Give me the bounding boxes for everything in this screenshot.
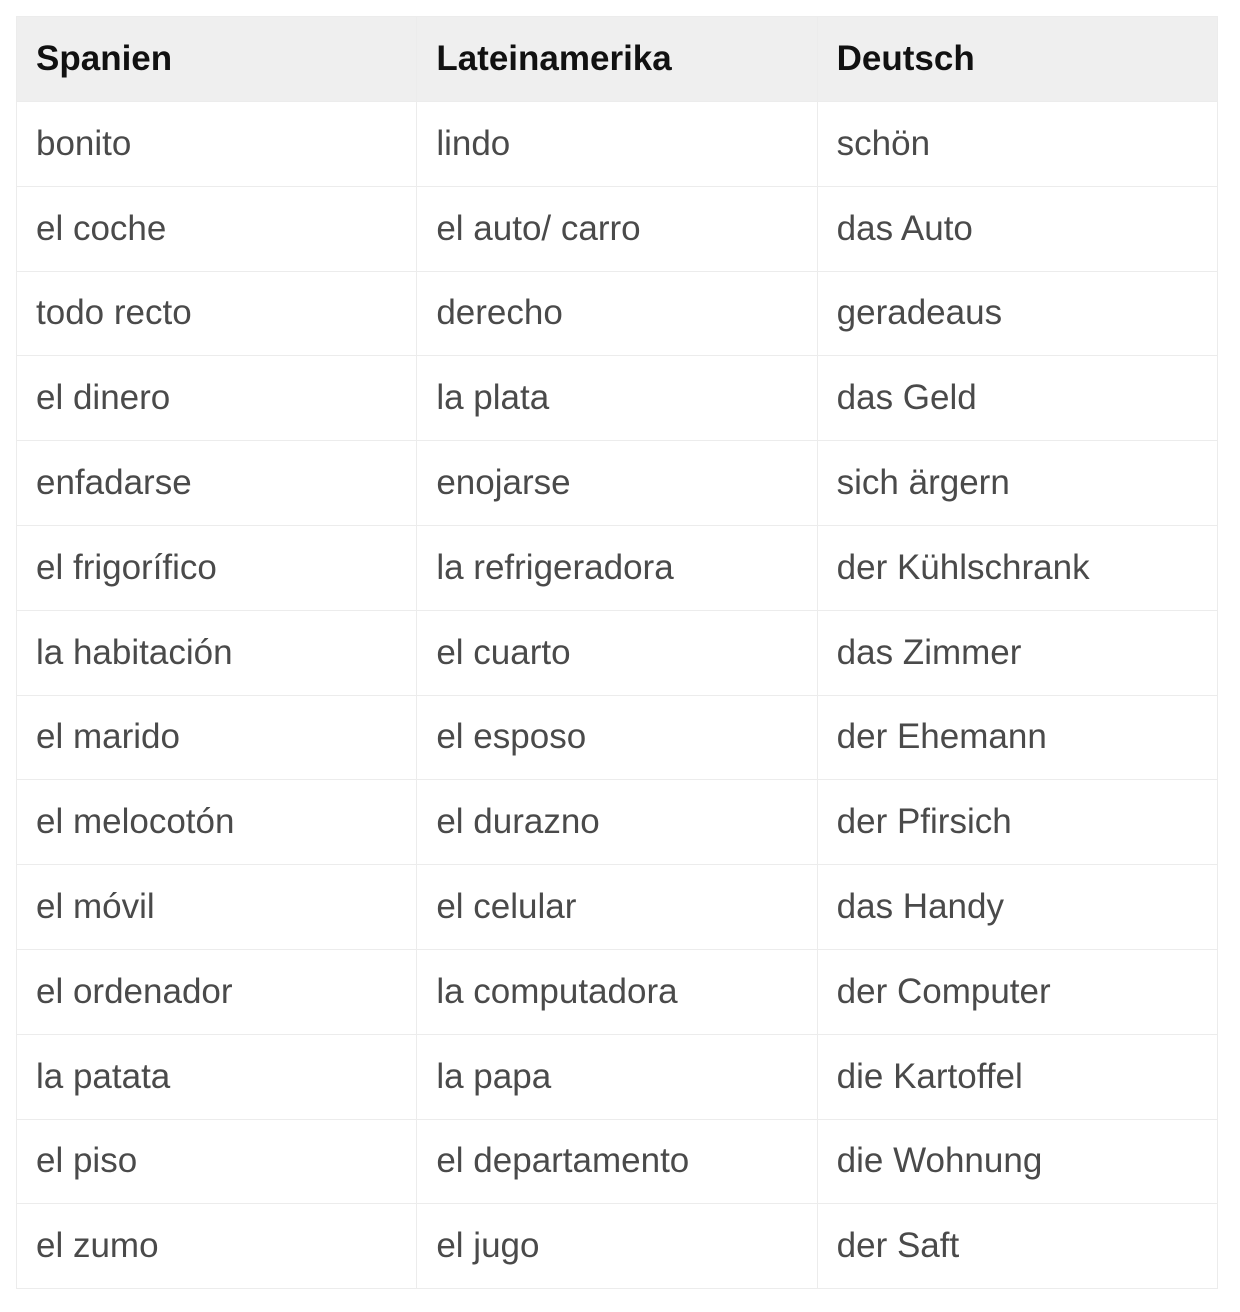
cell-lateinamerika: la papa — [417, 1034, 817, 1119]
cell-deutsch: das Geld — [817, 356, 1217, 441]
cell-deutsch: das Zimmer — [817, 610, 1217, 695]
cell-spanien: el ordenador — [17, 949, 417, 1034]
cell-spanien: el frigorífico — [17, 525, 417, 610]
vocabulary-table — [16, 16, 1218, 1289]
cell-spanien: bonito — [17, 102, 417, 187]
cell-deutsch: die Kartoffel — [817, 1034, 1217, 1119]
cell-lateinamerika: la computadora — [417, 949, 817, 1034]
cell-deutsch: der Computer — [817, 949, 1217, 1034]
cell-lateinamerika: el durazno — [417, 780, 817, 865]
cell-spanien: el zumo — [17, 1204, 417, 1289]
table-row — [17, 1034, 1218, 1119]
cell-deutsch: der Pfirsich — [817, 780, 1217, 865]
cell-lateinamerika: la refrigeradora — [417, 525, 817, 610]
cell-lateinamerika: derecho — [417, 271, 817, 356]
cell-lateinamerika: el esposo — [417, 695, 817, 780]
header-row — [17, 17, 1218, 102]
cell-deutsch: das Auto — [817, 186, 1217, 271]
table-row — [17, 949, 1218, 1034]
cell-spanien: el coche — [17, 186, 417, 271]
cell-spanien: el piso — [17, 1119, 417, 1204]
table-row — [17, 102, 1218, 187]
cell-lateinamerika: el cuarto — [417, 610, 817, 695]
cell-deutsch: das Handy — [817, 865, 1217, 950]
table-row — [17, 780, 1218, 865]
table-row — [17, 271, 1218, 356]
table-row — [17, 525, 1218, 610]
cell-deutsch: der Ehemann — [817, 695, 1217, 780]
cell-lateinamerika: el celular — [417, 865, 817, 950]
column-header-spanien: Spanien — [17, 17, 417, 102]
table-row — [17, 441, 1218, 526]
cell-spanien: todo recto — [17, 271, 417, 356]
column-header-lateinamerika: Lateinamerika — [417, 17, 817, 102]
table-row — [17, 1119, 1218, 1204]
table-row — [17, 356, 1218, 441]
cell-lateinamerika: el auto/ carro — [417, 186, 817, 271]
table-body — [17, 102, 1218, 1289]
cell-deutsch: schön — [817, 102, 1217, 187]
table-row — [17, 695, 1218, 780]
table-header — [17, 17, 1218, 102]
cell-lateinamerika: la plata — [417, 356, 817, 441]
cell-spanien: la patata — [17, 1034, 417, 1119]
cell-spanien: el móvil — [17, 865, 417, 950]
cell-lateinamerika: el departamento — [417, 1119, 817, 1204]
cell-deutsch: sich ärgern — [817, 441, 1217, 526]
cell-spanien: el dinero — [17, 356, 417, 441]
cell-spanien: el marido — [17, 695, 417, 780]
table-row — [17, 186, 1218, 271]
table-row — [17, 610, 1218, 695]
cell-lateinamerika: lindo — [417, 102, 817, 187]
cell-spanien: la habitación — [17, 610, 417, 695]
table-row — [17, 1204, 1218, 1289]
vocabulary-table-container — [16, 16, 1218, 1289]
cell-deutsch: der Kühlschrank — [817, 525, 1217, 610]
cell-spanien: enfadarse — [17, 441, 417, 526]
cell-lateinamerika: el jugo — [417, 1204, 817, 1289]
cell-deutsch: die Wohnung — [817, 1119, 1217, 1204]
cell-deutsch: geradeaus — [817, 271, 1217, 356]
cell-lateinamerika: enojarse — [417, 441, 817, 526]
cell-deutsch: der Saft — [817, 1204, 1217, 1289]
table-row — [17, 865, 1218, 950]
cell-spanien: el melocotón — [17, 780, 417, 865]
column-header-deutsch: Deutsch — [817, 17, 1217, 102]
